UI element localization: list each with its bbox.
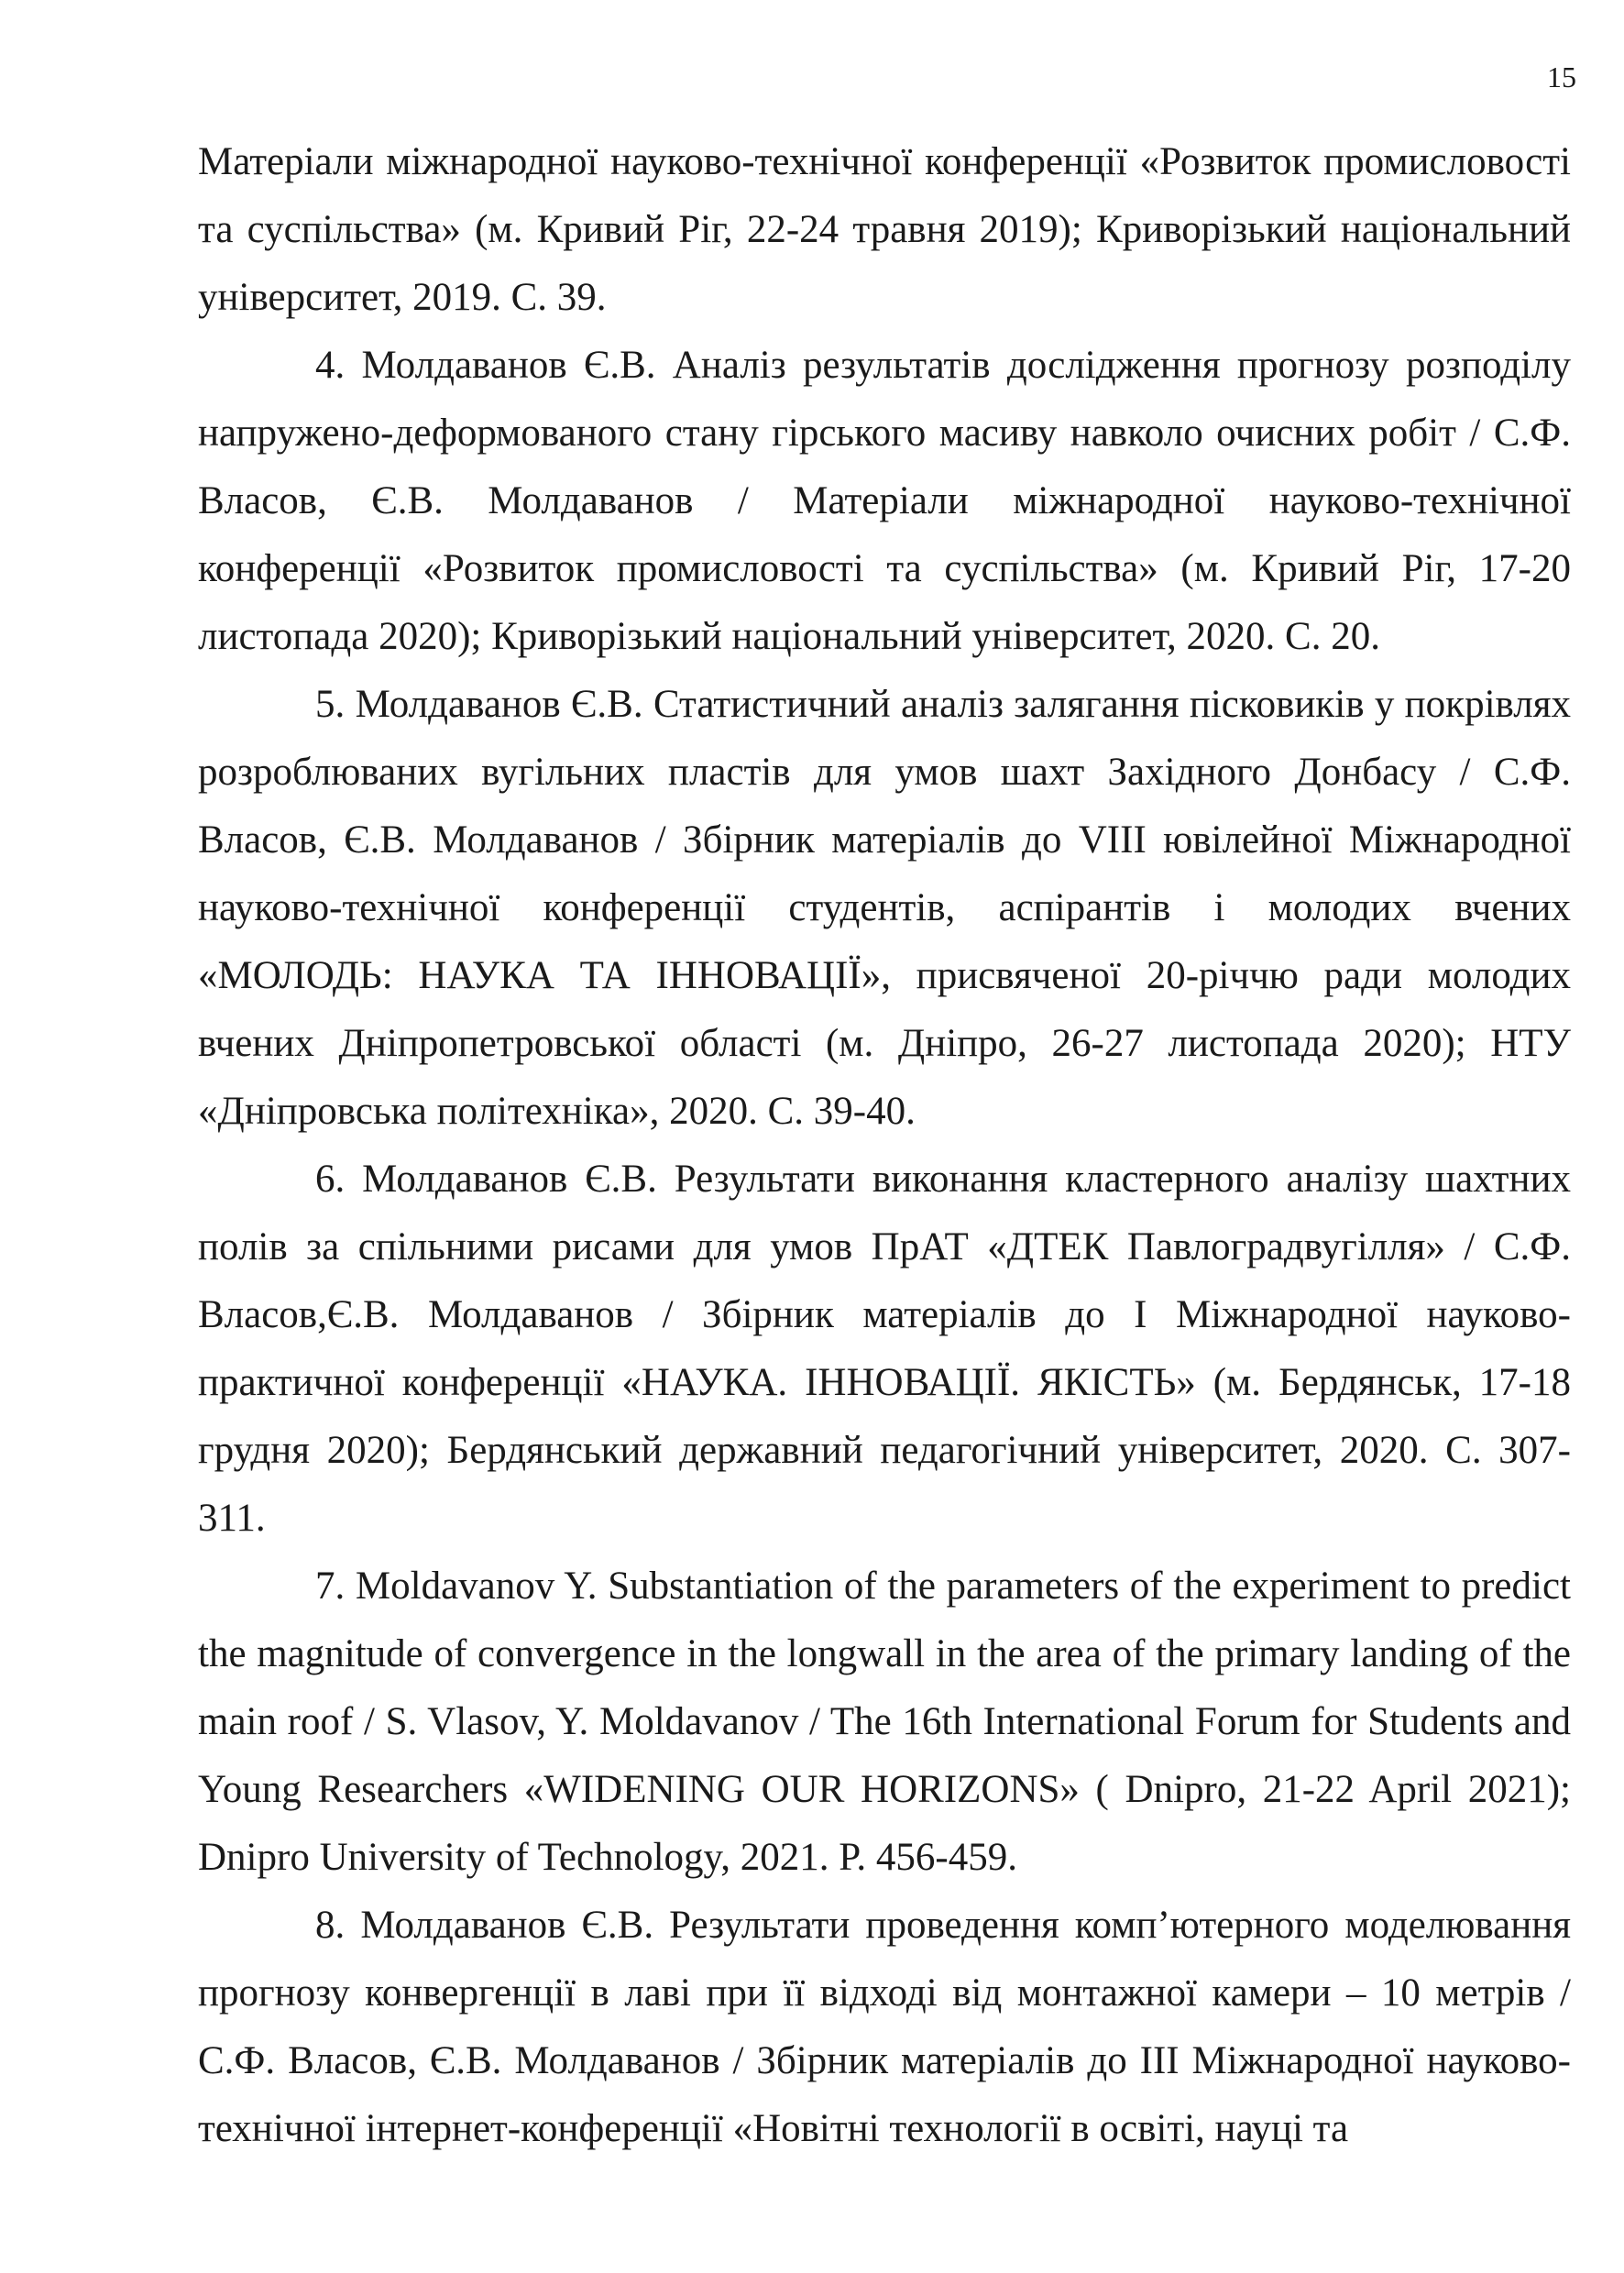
- reference-list: [198, 128, 1571, 2163]
- reference-item-5: 5. Молдаванов Є.В. Статистичний аналіз залягання пісковиків у покрівлях розроблюваних вугільних пластів для умов шахт Західного Донбасу / С.Ф. Власов, Є.В. Молдаванов / Збірник матеріалів до VIII ювілейної Міжнародної науково-технічної конференції студентів, аспірантів і молодих вчених «МОЛОДЬ: НАУКА ТА ІННОВАЦІЇ», присвяченої 20-річчю ради молодих вчених Дніпропетровської області (м. Дніпро, 26-27 листопада 2020); НТУ «Дніпровська політехніка», 2020. С. 39-40.: [198, 683, 1571, 1133]
- page-number: 15: [1547, 60, 1576, 93]
- reference-item-4: 4. Молдаванов Є.В. Аналіз результатів дослідження прогнозу розподілу напружено-деформованого стану гірського масиву навколо очисних робіт / С.Ф. Власов, Є.В. Молдаванов / Матеріали міжнародної науково-технічної конференції «Розвиток промисловості та суспільства» (м. Кривий Ріг, 17-20 листопада 2020); Криворізький національний університет, 2020. С. 20.: [198, 344, 1571, 658]
- reference-item-7: 7. Moldavanov Y. Substantiation of the parameters of the experiment to predict the magnitude of convergence in the longwall in the area of the primary landing of the main roof / S. Vlasov, Y. Moldavanov / The 16th International Forum for Students and Young Researchers «WIDENING OUR HORIZONS» ( Dnipro, 21-22 April 2021); Dnipro University of Technology, 2021. P. 456-459.: [198, 1565, 1571, 1879]
- reference-item-6: 6. Молдаванов Є.В. Результати виконання кластерного аналізу шахтних полів за спільними рисами для умов ПрАТ «ДТЕК Павлоградвугілля» / С.Ф. Власов,Є.В. Молдаванов / Збірник матеріалів до I Міжнародної науково-практичної конференції «НАУКА. ІННОВАЦІЇ. ЯКІСТЬ» (м. Бердянськ, 17-18 грудня 2020); Бердянський державний педагогічний університет, 2020. С. 307-311.: [198, 1158, 1571, 1540]
- reference-continuation: Матеріали міжнародної науково-технічної конференції «Розвиток промисловості та суспільства» (м. Кривий Ріг, 22-24 травня 2019); Криворізький національний університет, 2019. С. 39.: [198, 140, 1571, 319]
- reference-item-8: 8. Молдаванов Є.В. Результати проведення комп’ютерного моделювання прогнозу конвергенції в лаві при її відході від монтажної камери – 10 метрів / С.Ф. Власов, Є.В. Молдаванов / Збірник матеріалів до III Міжнародної науково-технічної інтернет-конференції «Новітні технології в освіті, науці та: [198, 1904, 1571, 2150]
